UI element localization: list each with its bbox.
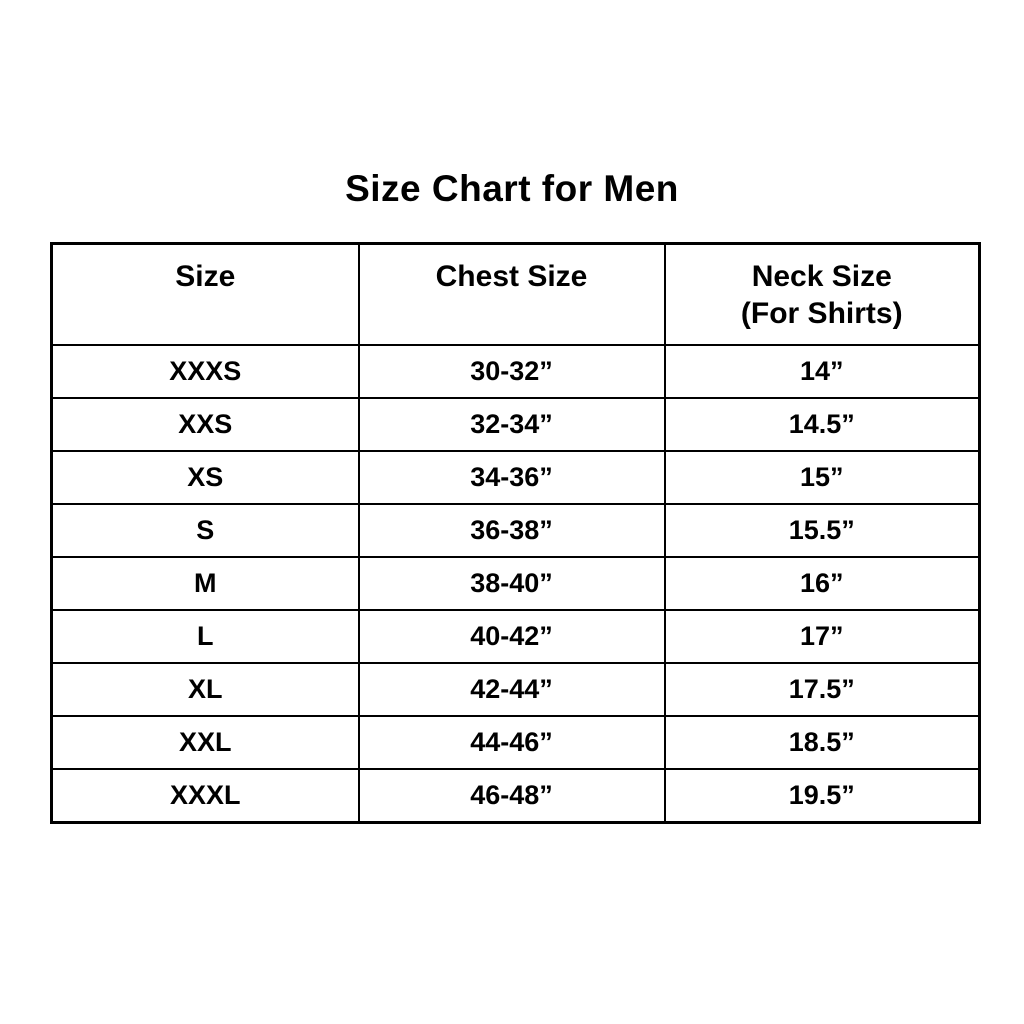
neck-cell: 18.5” — [665, 716, 980, 769]
neck-cell: 14” — [665, 345, 980, 398]
table-row — [52, 716, 980, 769]
neck-cell: 14.5” — [665, 398, 980, 451]
col-header-neck — [665, 244, 980, 346]
size-cell: XXL — [52, 716, 359, 769]
col-header-chest — [359, 244, 665, 346]
chest-cell: 46-48” — [359, 769, 665, 823]
neck-cell: 17.5” — [665, 663, 980, 716]
table-row — [52, 504, 980, 557]
table-row — [52, 610, 980, 663]
chest-cell: 42-44” — [359, 663, 665, 716]
neck-cell: 17” — [665, 610, 980, 663]
table-row — [52, 663, 980, 716]
neck-cell: 16” — [665, 557, 980, 610]
header-row — [52, 244, 980, 346]
size-chart-table — [50, 242, 981, 824]
chest-cell: 34-36” — [359, 451, 665, 504]
chest-cell: 30-32” — [359, 345, 665, 398]
table-row — [52, 345, 980, 398]
table-row — [52, 557, 980, 610]
size-cell: XXXL — [52, 769, 359, 823]
col-header-neck-label: Neck Size — [751, 260, 892, 293]
neck-cell: 15.5” — [665, 504, 980, 557]
chest-cell: 44-46” — [359, 716, 665, 769]
col-header-size-label: Size — [175, 260, 236, 293]
col-header-neck-sublabel: (For Shirts) — [740, 296, 903, 330]
size-cell: XS — [52, 451, 359, 504]
chest-cell: 32-34” — [359, 398, 665, 451]
chest-cell: 36-38” — [359, 504, 665, 557]
size-cell: S — [52, 504, 359, 557]
neck-cell: 19.5” — [665, 769, 980, 823]
size-cell: M — [52, 557, 359, 610]
col-header-size — [52, 244, 359, 346]
chest-cell: 38-40” — [359, 557, 665, 610]
table-row — [52, 451, 980, 504]
page-title: Size Chart for Men — [345, 168, 679, 209]
table-row — [52, 398, 980, 451]
size-cell: XXXS — [52, 345, 359, 398]
chest-cell: 40-42” — [359, 610, 665, 663]
size-cell: XL — [52, 663, 359, 716]
neck-cell: 15” — [665, 451, 980, 504]
table-body — [52, 345, 980, 823]
col-header-chest-label: Chest Size — [435, 260, 588, 293]
size-cell: XXS — [52, 398, 359, 451]
table-row — [52, 769, 980, 823]
size-cell: L — [52, 610, 359, 663]
